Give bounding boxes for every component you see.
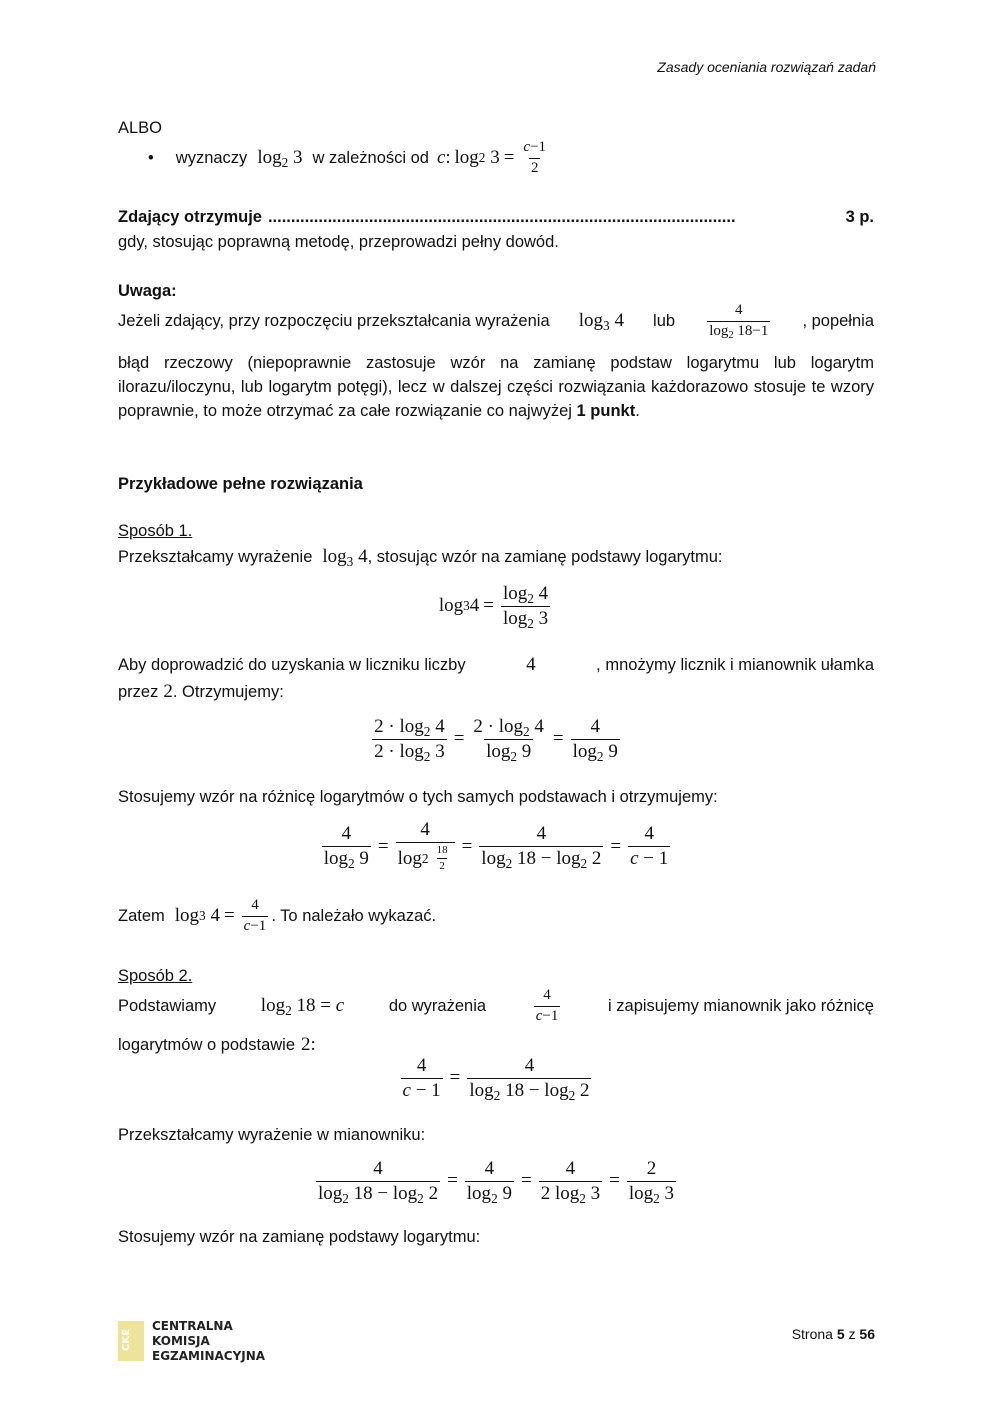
bullet-line — [148, 140, 551, 177]
s1-heading: Sposób 1. — [118, 522, 193, 540]
cke-logo-mark — [118, 1321, 144, 1361]
s1-para-a: Aby doprowadzić do uzyskania w liczniku liczby — [118, 656, 466, 674]
s1-para-b: , mnożymy licznik i mianownik ułamka — [596, 656, 874, 674]
note-line1-or: lub — [653, 311, 676, 330]
score-dots: ...................................................................................................... — [267, 208, 736, 226]
s2-line2-base: 2: — [301, 1034, 316, 1055]
s2-line1 — [118, 988, 874, 1025]
note-line1 — [118, 303, 874, 340]
score-label: Zdający otrzymuje — [118, 208, 262, 226]
score-line — [118, 208, 874, 227]
s1-eq2: $\frac{2 \cdot \log_2 4}{2 \cdot \log_2 3}$ = $\frac{2 \cdot \log_2 4}{\log_2 9}$ = $\frac{4}{\log_2 9}$ — [374, 716, 618, 764]
note-formula-fraction: $\frac{4}{\log_2 18-1}$ — [709, 302, 769, 341]
page-total: 56 — [859, 1326, 875, 1342]
s2-eq1: $\frac{4}{c - 1}$ = $\frac{4}{\log_2 18 - \log_2 2}$ — [402, 1055, 590, 1103]
page-label: Strona — [791, 1326, 833, 1342]
s1-intro-a: Przekształcamy wyrażenie — [118, 548, 313, 566]
bullet-text1: wyznaczy — [175, 148, 248, 167]
note-paragraph-bold: 1 punkt — [576, 402, 636, 420]
s2-line1a: Podstawiamy — [118, 996, 217, 1015]
logo-line-2: KOMISJA — [152, 1334, 210, 1348]
s1-para-d: . Otrzymujemy: — [172, 683, 284, 701]
s1-conclusion — [118, 898, 436, 935]
s1-eq3: $\frac{4}{\log_2 9}$ = 4 log 2 $\frac{18}{2}$ = $\frac{4}{\log_2 18 - \log_2 2}$ = $\frac{4}{c - 1}$ — [323, 819, 669, 873]
bullet-formula-log: $\log_2 3$ — [257, 147, 303, 171]
albo-label: ALBO — [118, 119, 163, 137]
s1-concl-b: . To należało wykazać. — [271, 906, 437, 925]
s2-formula-sub: $\log_2 18 = c$ — [260, 995, 345, 1019]
s1-para-two: 2 — [163, 681, 173, 702]
s1-intro-b: , stosując wzór na zamianę podstawy logarytmu: — [367, 548, 723, 566]
s2-heading: Sposób 2. — [118, 967, 193, 985]
s2-line2-text: logarytmów o podstawie — [118, 1036, 296, 1054]
note-line1-end: , popełnia — [802, 311, 874, 330]
page-sep: z — [848, 1326, 856, 1342]
s1-para-four: 4 — [526, 654, 536, 675]
page-number — [792, 1326, 875, 1342]
logo-line-1: CENTRALNA — [152, 1319, 233, 1333]
s1-para-c: przez — [118, 683, 159, 701]
score-points: 3 p. — [845, 208, 874, 226]
s1-concl-a: Zatem — [118, 906, 165, 925]
logo-line-3: EGZAMINACYJNA — [152, 1349, 266, 1363]
s2-change-text: Stosujemy wzór na zamianę podstawy logarytmu: — [118, 1228, 481, 1246]
s2-formula-frac: $\frac{4}{c-1}$ — [535, 987, 559, 1024]
bullet-formula: c : log 2 3 = $\frac{c-1}{2}$ — [436, 139, 547, 176]
s1-para-line1 — [118, 653, 874, 677]
note-paragraph-end: . — [635, 402, 640, 420]
note-title: Uwaga: — [118, 282, 177, 300]
page-header: Zasady oceniania rozwiązań zadań — [657, 59, 876, 75]
s1-eq1: log 3 4 = $\frac{\log_2 4}{\log_2 3}$ — [438, 583, 549, 631]
bullet-text2: w zależności od — [312, 148, 429, 167]
cke-logo — [152, 1319, 265, 1364]
cke-logo-mark-text: CKE — [121, 1329, 132, 1351]
bullet-dot: • — [148, 148, 154, 167]
score-desc: gdy, stosując poprawną metodę, przeprowadzi pełny dowód. — [118, 233, 559, 251]
note-paragraph-text: błąd rzeczowy (niepoprawnie zastosuje wzór na zamianę podstaw logarytmu lub logarytm ilorazu/iloczynu, lub logarytm potęgi), lecz w dalszej części rozwiązania każdorazowo stosuje te wzory poprawnie, to może otrzymać za całe rozwiązanie co najwyżej — [118, 354, 874, 420]
s1-diff-text: Stosujemy wzór na różnicę logarytmów o tych samych podstawach i otrzymujemy: — [118, 788, 718, 806]
s1-concl-formula: log 3 4 = $\frac{4}{c-1}$ — [174, 897, 267, 934]
s2-line1b: do wyrażenia — [388, 996, 487, 1015]
s2-line2 — [118, 1034, 316, 1056]
s1-intro-formula: $\log_3 4$ — [322, 546, 368, 569]
note-line1-text: Jeżeli zdający, przy rozpoczęciu przekształcania wyrażenia — [118, 311, 550, 330]
s2-line1c: i zapisujemy mianownik jako różnicę — [608, 996, 874, 1015]
s2-transform-text: Przekształcamy wyrażenie w mianowniku: — [118, 1126, 426, 1144]
s1-intro — [118, 546, 723, 568]
examples-title: Przykładowe pełne rozwiązania — [118, 475, 363, 493]
page-current: 5 — [836, 1326, 845, 1342]
s2-eq2: $\frac{4}{\log_2 18 - \log_2 2}$ = $\frac{4}{\log_2 9}$ = $\frac{4}{2 \log_2 3}$ = $\frac{2}{\log_2 3}$ — [317, 1158, 675, 1206]
s1-para-line2 — [118, 681, 284, 703]
note-paragraph — [118, 351, 874, 423]
note-formula-log34: $\log_3 4$ — [578, 310, 624, 334]
